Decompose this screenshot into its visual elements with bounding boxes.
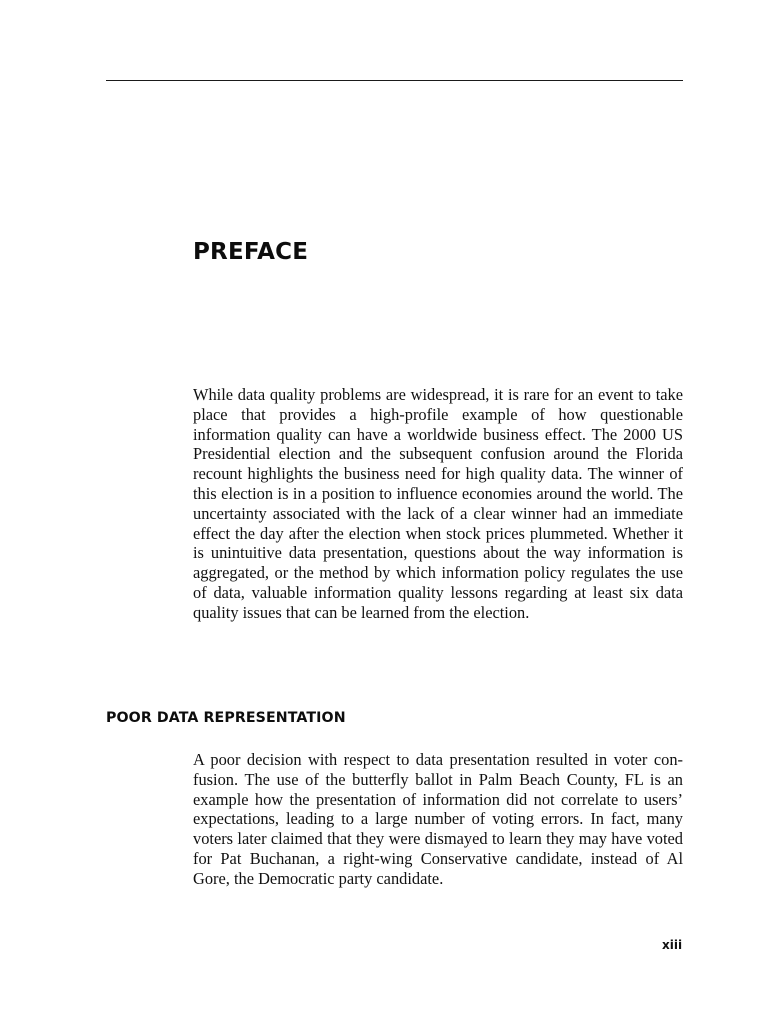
header-rule — [106, 80, 683, 81]
intro-paragraph: While data quality problems are widespread, it is rare for an event to take place that provides a high-profile example of how questionable information quality can have a worldwide business effect. The 2000 US Presidential election and the subsequent confusion around the Florida recount highlights the business need for high quality data. The winner of this election is in a position to influence economies around the world. The uncertainty associated with the lack of a clear winner had an immediate effect the day after the election when stock prices plummeted. Whether it is unintuitive data presentation, questions about the way information is aggregated, or the method by which information policy regulates the use of data, valuable information quality lessons regarding at least six data quality issues that can be learned from the election. — [193, 385, 683, 622]
section-paragraph: A poor decision with respect to data presentation resulted in voter confusion. The use of the butterfly ballot in Palm Beach County, FL is an example how the presentation of information did not correlate to users’ expectations, leading to a large number of voting errors. In fact, many voters later claimed that they were dismayed to learn they may have voted for Pat Buchanan, a right-wing Conservative candidate, instead of Al Gore, the Democratic party candidate. — [193, 750, 683, 888]
section-heading: POOR DATA REPRESENTATION — [106, 710, 346, 726]
page-number: xiii — [662, 938, 683, 952]
chapter-title: PREFACE — [193, 239, 309, 265]
